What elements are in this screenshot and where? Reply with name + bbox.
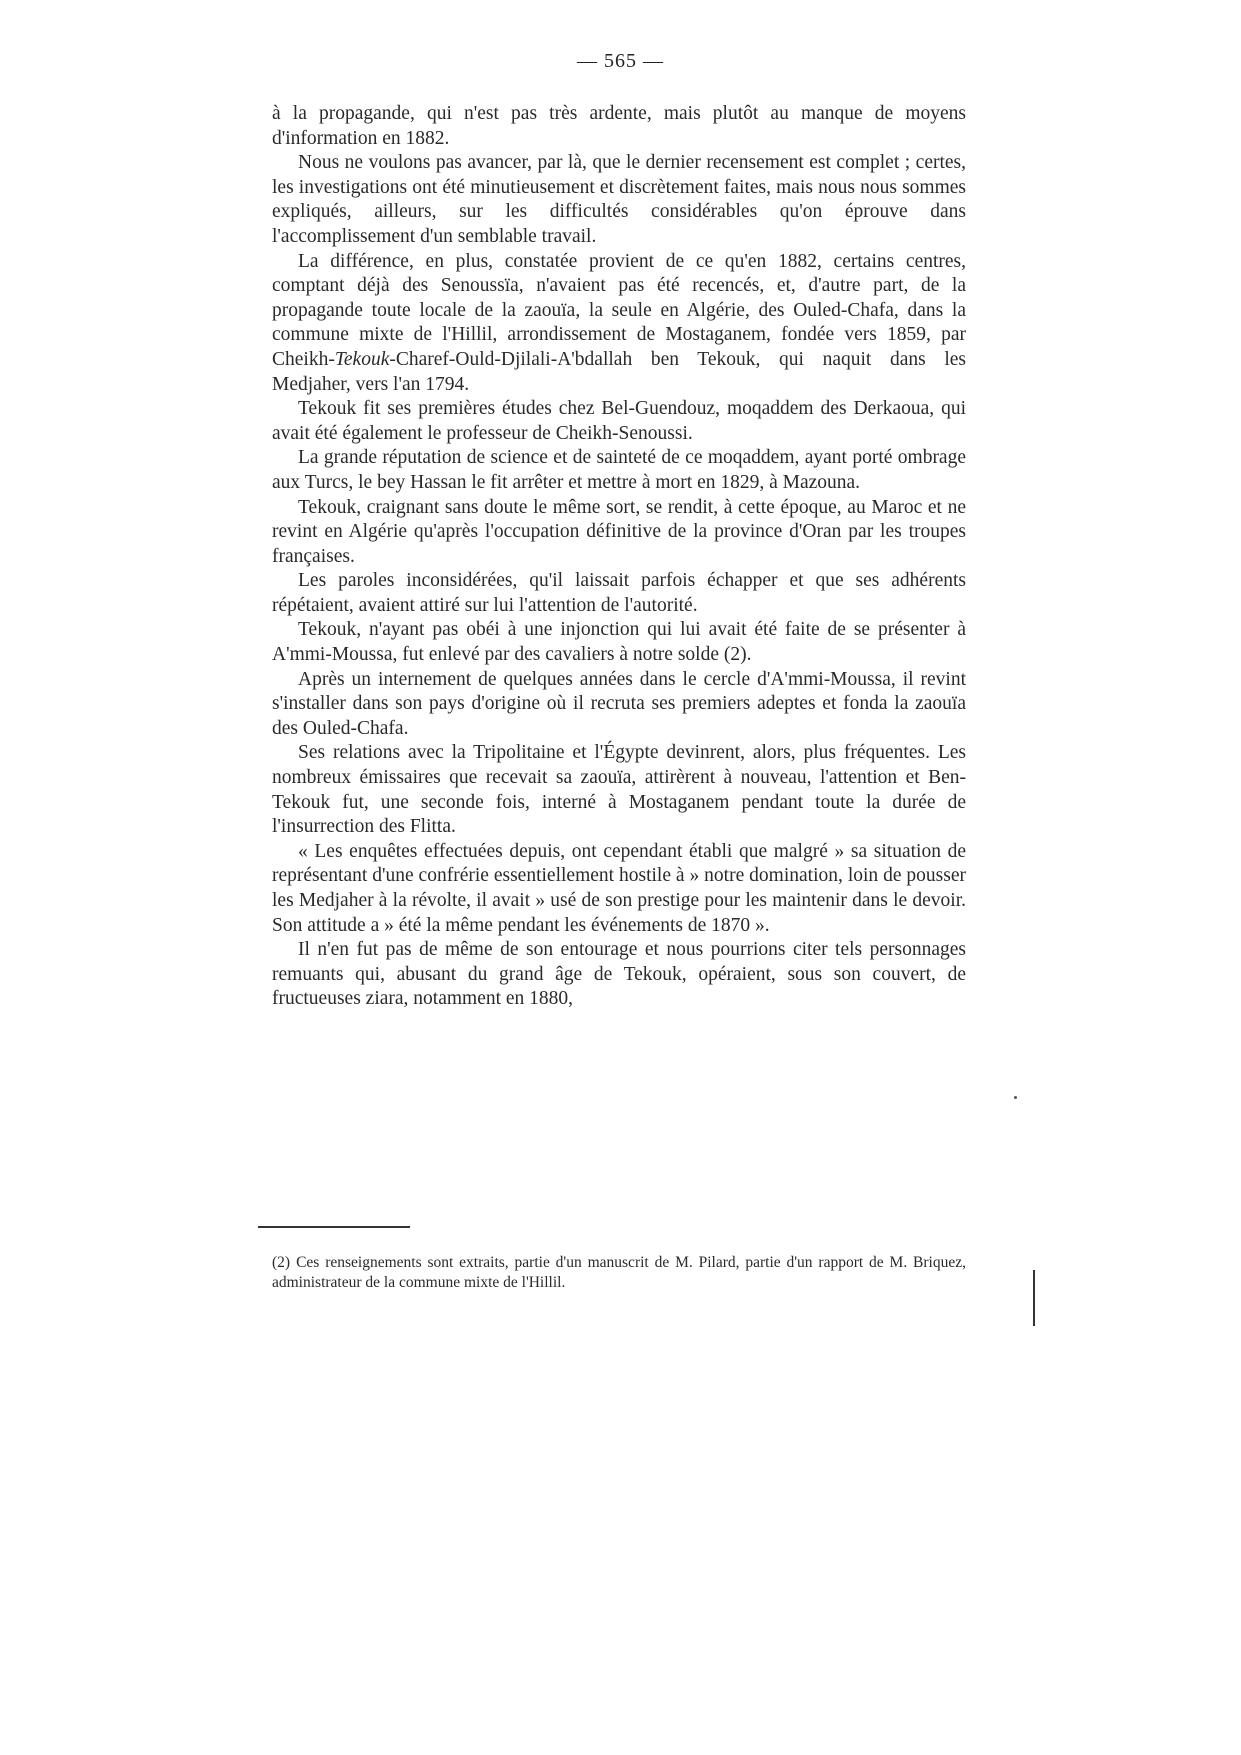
margin-mark <box>1033 1270 1035 1326</box>
paragraph-2: Nous ne voulons pas avancer, par là, que le dernier recensement est complet ; certes, les investigations ont été minutieusement et discrètement faites, mais nous nous sommes expliqués, ailleurs, sur les difficultés considérables qu'on éprouve dans l'accomplissement d'un semblable travail. <box>272 152 966 247</box>
speck-mark <box>1014 1096 1017 1099</box>
paragraph-3 <box>272 250 966 398</box>
paragraph-12: Il n'en fut pas de même de son entourage et nous pourrions citer tels personnages remuants qui, abusant du grand âge de Tekouk, opéraient, sous son couvert, de fructueuses ziara, notamment en 1880, <box>272 939 966 1010</box>
main-text <box>272 102 966 1012</box>
footnote-text: Ces renseignements sont extraits, partie d'un manuscrit de M. Pilard, partie d'un rapport de M. Briquez, administrateur de la commune mixte de l'Hillil. <box>272 1254 966 1291</box>
paragraph-11-quote: « Les enquêtes effectuées depuis, ont cependant établi que malgré » sa situation de représentant d'une confrérie essentiellement hostile à » notre domination, loin de pousser les Medjaher à la révolte, il avait » usé de son prestige pour les maintenir dans le devoir. Son attitude a » été la même pendant les événements de 1870 ». <box>272 840 966 936</box>
paragraph-6: Tekouk, craignant sans doute le même sort, se rendit, à cette époque, au Maroc et ne revint en Algérie qu'après l'occupation définitive de la province d'Oran par les troupes françaises. <box>272 496 966 567</box>
paragraph-4: Tekouk fit ses premières études chez Bel-Guendouz, moqaddem des Derkaoua, qui avait été également le professeur de Cheikh-Senoussi. <box>272 398 966 444</box>
paragraph-3-italic: Tekouk <box>334 348 390 370</box>
paragraph-3-after: -Charef-Ould-Djilali-A'bdallah ben Tekouk, qui naquit dans les Medjaher, vers l'an 1794. <box>272 348 966 395</box>
footnote <box>272 1253 966 1293</box>
footnote-divider <box>258 1226 410 1228</box>
paragraph-9: Après un internement de quelques années dans le cercle d'A'mmi-Moussa, il revint s'installer dans son pays d'origine où il recruta ses premiers adeptes et fonda la zaouïa des Ouled-Chafa. <box>272 668 966 739</box>
paragraph-7: Les paroles inconsidérées, qu'il laissait parfois échapper et que ses adhérents répétaient, avaient attiré sur lui l'attention de l'autorité. <box>272 570 966 616</box>
paragraph-10: Ses relations avec la Tripolitaine et l'Égypte devinrent, alors, plus fréquentes. Les nombreux émissaires que recevait sa zaouïa, attirèrent à nouveau, l'attention et Ben-Tekouk fut, une seconde fois, interné à Mostaganem pendant toute la durée de l'insurrection des Flitta. <box>272 742 966 838</box>
footnote-number: (2) <box>272 1254 291 1271</box>
paragraph-5: La grande réputation de science et de sainteté de ce moqaddem, ayant porté ombrage aux Turcs, le bey Hassan le fit arrêter et mettre à mort en 1829, à Mazouna. <box>272 447 966 493</box>
page-number: — 565 — <box>577 50 664 72</box>
paragraph-1: à la propagande, qui n'est pas très ardente, mais plutôt au manque de moyens d'information en 1882. <box>272 103 966 149</box>
paragraph-3-text: La différence, en plus, constatée provient de ce qu'en 1882, certains centres, comptant déjà des Senoussïa, n'avaient pas été recencés, et, d'autre part, de la propagande toute locale de la zaouïa, la seule en Algérie, des Ouled-Chafa, dans la commune mixte de l'Hillil, arrondissement de Mostaganem, fondée vers 1859, par Cheikh- <box>272 250 966 370</box>
paragraph-8: Tekouk, n'ayant pas obéi à une injonction qui lui avait été faite de se présenter à A'mmi-Moussa, fut enlevé par des cavaliers à notre solde (2). <box>272 619 966 666</box>
